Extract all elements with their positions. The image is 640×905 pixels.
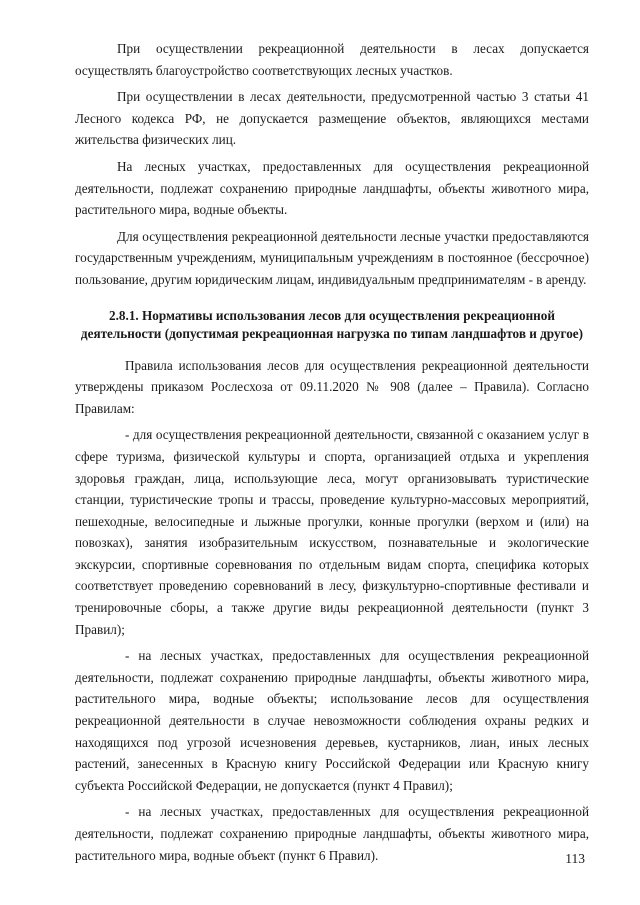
list-item-3: - на лесных участках, предоставленных для осуществления рекреационной деятельности, подлежат сохранению природные ландшафты, объекты животного мира, растительного мира, водные объект (пункт 6 Правил). [75,804,589,863]
paragraph-1: При осуществлении рекреационной деятельности в лесах допускается осуществлять благоустройство соответствующих лесных участков. [75,41,589,78]
page-number: 113 [565,851,585,866]
page-content [75,38,589,871]
list-item-2: - на лесных участках, предоставленных для осуществления рекреационной деятельности, подлежат сохранению природные ландшафты, объекты животного мира, растительного мира, водные объекты; использование лесов для осуществления рекреационной деятельности в случае невозможности соблюдения охраны редких и находящихся под угрозой исчезновения деревьев, кустарников, лиан, иных лесных растений, занесенных в Красную книгу Российской Федерации или Красную книгу субъекта Российской Федерации, не допускается (пункт 4 Правил); [75,648,589,793]
section-heading: 2.8.1. Нормативы использования лесов для осуществления рекреационной деятельности (допустимая рекреационная нагрузка по типам ландшафтов и другое) [80,307,584,341]
intro-paragraph: Правила использования лесов для осуществления рекреационной деятельности утверждены приказом Рослесхоза от 09.11.2020 № 908 (далее – Правила). Согласно Правилам: [75,357,589,416]
list-item-1: - для осуществления рекреационной деятельности, связанной с оказанием услуг в сфере туризма, физической культуры и спорта, организацией отдыха и укрепления здоровья граждан, лица, использующие леса, могут организовывать туристические станции, туристические тропы и трассы, проведение культурно-массовых мероприятий, пешеходные, велосипедные и лыжные прогулки, конные прогулки (верхом и (или) на повозках), занятия изобразительным искусством, познавательные и экологические экскурсии, спортивные соревнования по отдельным видам спорта, специфика которых соответствует проведению соревнований в лесу, физкультурно-спортивные фестивали и тренировочные сборы, а также другие виды рекреационной деятельности (пункт 3 Правил); [75,427,589,637]
paragraph-2: При осуществлении в лесах деятельности, предусмотренной частью 3 статьи 41 Лесного кодекса РФ, не допускается размещение объектов, являющихся местами жительства физических лиц. [75,89,589,148]
paragraph-4: Для осуществления рекреационной деятельности лесные участки предоставляются государственным учреждениям, муниципальным учреждениям в постоянное (бессрочное) пользование, другим юридическим лицам, индивидуальным предпринимателям - в аренду. [75,228,589,287]
paragraph-3: На лесных участках, предоставленных для осуществления рекреационной деятельности, подлежат сохранению природные ландшафты, объекты животного мира, растительного мира, водные объекты. [75,158,589,218]
